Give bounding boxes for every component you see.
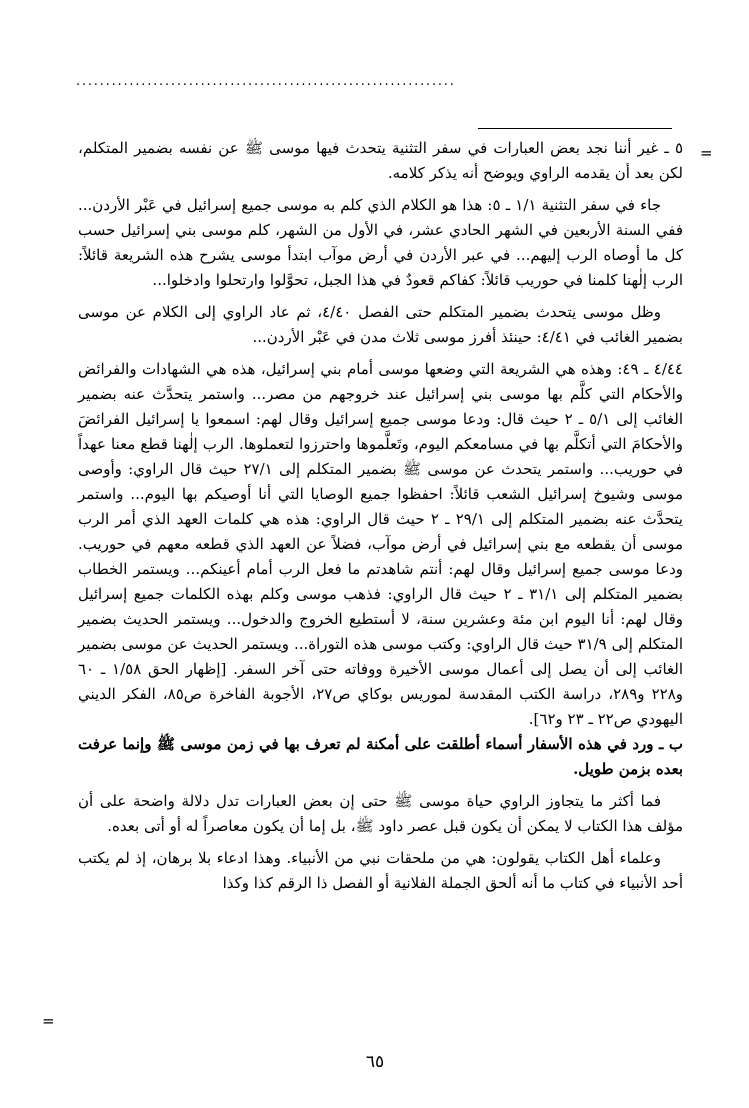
section-heading-b: ب ـ ورد في هذه الأسفار أسماء أطلقت على أمكنة لم تعرف بها في زمن موسى ﷺ وإنما عرفت بعده بزمن طويل. xyxy=(78,735,683,778)
continuation-mark-start: = xyxy=(700,144,713,162)
page-number: ٦٥ xyxy=(365,1052,385,1072)
footnote-rule xyxy=(478,128,672,129)
footnote-paragraph-deut-4-44: ٤/٤٤ ـ ٤٩: وهذه هي الشريعة التي وضعها موسى أمام بني إسرائيل، هذه هي الشهادات والفرائض والأحكام التي كلَّم بها موسى بني إسرائيل عند خروجهم من مصر... واستمر يتحدَّث عنه بضمير الغائب إلى ٥/١ ـ ٢ حيث قال: ودعا موسى جميع إسرائيل وقال لهم: اسمعوا يا إسرائيل الفرائضَ والأحكامَ التي أتكلَّم بها في مسامعكم اليوم، وتَعلَّموها واحترزوا لتعملوها. الرب إلٰهنا قطع معنا عهداً في حوريب... واستمر يتحدث عن موسى ﷺ بضمير المتكلم إلى ٢٧/١ حيث قال الراوي: وأوصى موسى وشيوخ إسرائيل الشعب قائلاً: احفظوا جميع الوصايا التي أنا أوصيكم بها اليوم... واستمر يتحدَّث عنه بضمير المتكلم إلى ٢٩/١ ـ ٢ حيث قال الراوي: هذه هي كلمات العهد الذي أمر الرب موسى أن يقطعه مع بني إسرائيل في أرض موآب، فضلاً عن العهد الذي قطعه معهم في حوريب. ودعا موسى جميع إسرائيل وقال لهم: أنتم شاهدتم ما فعل الرب أمام أعينكم... ويستمر الخطاب بضمير المتكلم إلى ٣١/١ ـ ٢ حيث قال الراوي: فذهب موسى وكلم بهذه الكلمات جميع إسرائيل وقال لهم: أنا اليوم ابن مئة وعشرين سنة، لا أستطيع الخروج والدخول... ويستمر الحديث بضمير المتكلم إلى ٣١/٩ حيث قال الراوي: وكتب موسى هذه التوراة... ويستمر الحديث عن موسى بضمير الغائب إلى أن يصل إلى أعمال موسى الأخيرة ووفاته حتى آخر السفر. [إظهار الحق ١/٥٨ ـ ٦٠ و٢٢٨ و٢٨٩، دراسة الكتب المقدسة لموريس بوكاي ص٢٧، الأجوبة الفاخرة ص٨٥، الفكر الديني اليهودي ص٢٢ ـ ٢٣ و٦٢]. xyxy=(78,360,683,728)
header-dotted-separator: ................................................................ xyxy=(76,74,456,89)
continuation-mark-end: = xyxy=(42,1012,55,1030)
footnote-paragraph-scholars: وعلماء أهل الكتاب يقولون: هي من ملحقات نبي من الأنبياء. وهذا ادعاء بلا برهان، إذ لم يكتب أحد الأنبياء في كتاب ما أنه ألحق الجملة الفلانية أو الفصل ذا الرقم كذا وكذا xyxy=(78,849,683,892)
footnote-text xyxy=(78,136,683,896)
footnote-paragraph-deut-4: وظل موسى يتحدث بضمير المتكلم حتى الفصل ٤/٤٠، ثم عاد الراوي إلى الكلام عن موسى بضمير الغائب في ٤/٤١: حينئذ أفرز موسى ثلاث مدن في عَبْر الأردن... xyxy=(78,303,683,346)
footnote-paragraph-intro: ٥ ـ غير أننا نجد بعض العبارات في سفر التثنية يتحدث فيها موسى ﷺ عن نفسه بضمير المتكلم، لكن بعد أن يقدمه الراوي ويوضح أنه يذكر كلامه. xyxy=(78,139,683,182)
footnote-paragraph-quote-deut-1: جاء في سفر التثنية ١/١ ـ ٥: هذا هو الكلام الذي كلم به موسى جميع إسرائيل في عَبْر الأردن... ففي السنة الأربعين في الشهر الحادي عشر، في الأول من الشهر، كلم موسى بني إسرائيل حسب كل ما أوصاه الرب إليهم... في عبر الأردن في أرض موآب ابتدأ موسى يشرح هذه الشريعة قائلاً: الرب إلٰهنا كلمنا في حوريب قائلاً: كفاكم قعودٌ في هذا الجبل، تحوَّلوا وارتحلوا وادخلوا... xyxy=(78,196,683,289)
footnote-paragraph-narrator: فما أكثر ما يتجاوز الراوي حياة موسى ﷺ حتى إن بعض العبارات تدل دلالة واضحة على أن مؤلف هذا الكتاب لا يمكن أن يكون قبل عصر داود ﷺ، بل إما أن يكون معاصراً له أو أتى بعده. xyxy=(78,792,683,835)
